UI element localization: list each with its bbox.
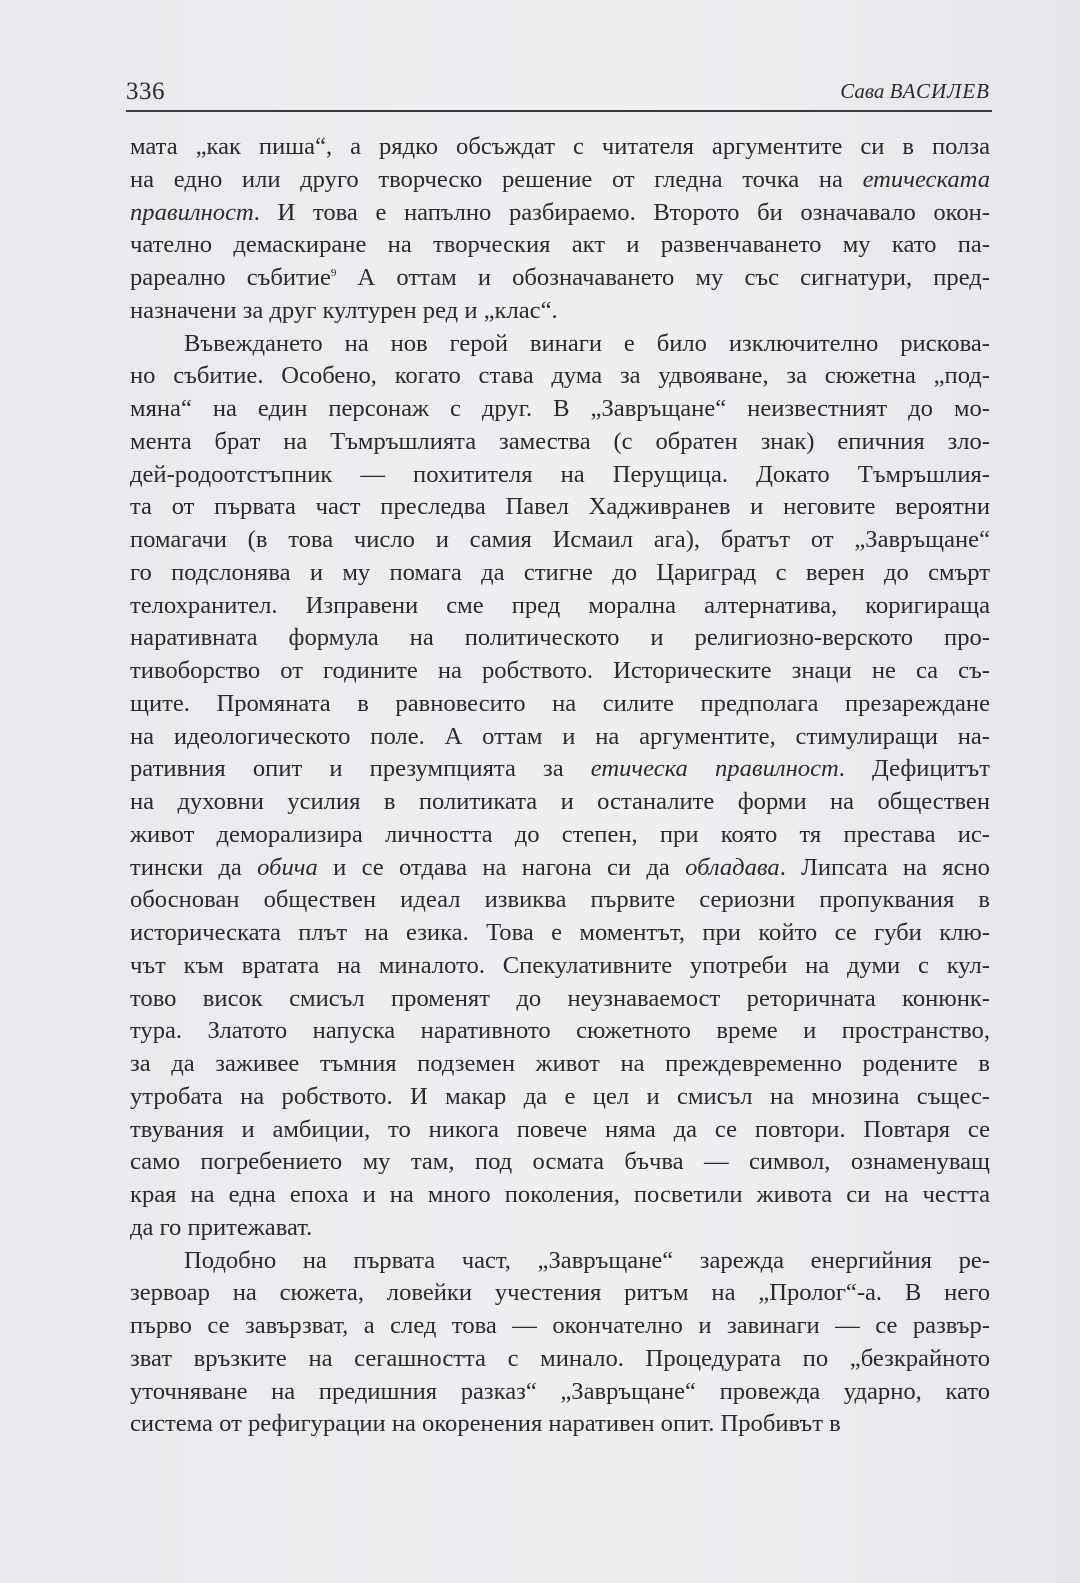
- text-line: [130, 328, 990, 361]
- text-line: [130, 590, 990, 623]
- text-run: зват връзките на сегашността с минало. Процедурата по „безкрайното: [130, 1344, 990, 1372]
- text-line: [130, 1408, 990, 1441]
- paragraph-3: [130, 1245, 990, 1442]
- text-run: наративната формула на политическото и религиозно-верското про-: [130, 624, 990, 652]
- text-run: само погребението му там, под осмата бъчва — символ, ознаменуващ: [130, 1148, 990, 1176]
- text-run: дей-родоотстъпник — похитителя на Перущица. Докато Тъмръшлия-: [130, 460, 990, 488]
- text-run: назначени за друг културен ред и „клас“.: [130, 296, 558, 324]
- text-run: да го притежават.: [130, 1213, 313, 1241]
- text-line: [130, 1376, 990, 1409]
- text-run: тивоборство от годините на робството. Историческите знаци не са съ-: [130, 657, 990, 684]
- text-line: [130, 950, 990, 983]
- text-line: [130, 131, 990, 164]
- text-line: [130, 1212, 990, 1245]
- text-line: [130, 426, 990, 459]
- page-header: [126, 70, 992, 112]
- text-run: А оттам и обозначаването му със сигнатури, пред-: [336, 264, 990, 291]
- text-line: [130, 622, 990, 655]
- author-first-name: Сава: [840, 79, 885, 103]
- footnote-marker: 9: [330, 266, 337, 279]
- text-run: обоснован обществен идеал извиква първите сериозни пропуквания в: [130, 886, 990, 914]
- text-line: [130, 1114, 990, 1147]
- text-run: го подслонява и му помага да стигне до Цариград с верен до смърт: [130, 558, 990, 586]
- text-line: [130, 1277, 990, 1310]
- text-run: та от първата част преследва Павел Хадживранев и неговите вероятни: [130, 493, 990, 521]
- text-run: рареално събитие: [130, 264, 331, 291]
- text-line: [130, 917, 990, 950]
- text-run: чът към вратата на миналото. Спекулативните употреби на думи с кул-: [130, 951, 990, 979]
- text-run: живот деморализира личността до степен, при която тя престава ис-: [130, 820, 990, 848]
- text-line: [130, 164, 990, 197]
- text-line: [130, 983, 990, 1016]
- text-line: [130, 1245, 990, 1278]
- text-run: помагачи (в това число и самия Исмаил ага), братът от „Завръщане“: [130, 526, 990, 553]
- paragraph-2: [130, 328, 990, 1245]
- text-line: [130, 1310, 990, 1343]
- text-line: [130, 459, 990, 492]
- text-run: първо се завързват, а след това — окончателно и завинаги — се развър-: [130, 1312, 990, 1339]
- text-line: [130, 819, 990, 852]
- text-line: [130, 1343, 990, 1376]
- italic-text: обладава: [685, 853, 780, 881]
- text-run: на идеологическото поле. А оттам и на аргументите, стимулиращи на-: [130, 722, 990, 750]
- text-run: тура. Златото напуска наративното сюжетното време и пространство,: [130, 1017, 990, 1045]
- text-run: щите. Промяната в равновесито на силите предполага презареждане: [130, 689, 990, 717]
- text-line: [130, 524, 990, 557]
- text-line: [130, 721, 990, 754]
- text-line: [130, 1048, 990, 1081]
- text-run: мяна“ на един персонаж с друг. В „Завръщане“ неизвестният до мо-: [130, 395, 990, 422]
- text-run: . И това е напълно разбираемо. Второто би означавало окон-: [253, 198, 990, 226]
- text-run: на едно или друго творческо решение от гледна точка на: [130, 165, 863, 193]
- author-last-name: ВАСИЛЕВ: [889, 79, 990, 103]
- italic-text: обича: [257, 853, 318, 881]
- text-run: края на една епоха и на много поколения, посветили живота си на честта: [130, 1181, 990, 1208]
- text-line: [130, 884, 990, 917]
- text-run: утробата на робството. И макар да е цел и смисъл на мнозина същес-: [130, 1082, 990, 1110]
- text-run: чателно демаскиране на творческия акт и развенчаването му като па-: [130, 231, 990, 259]
- italic-text: правилност: [130, 198, 254, 226]
- text-run: мента брат на Тъмръшлията замества (с обратен знак) епичния зло-: [130, 427, 990, 455]
- text-run: . Дефицитът: [838, 755, 990, 783]
- text-run: тово висок смисъл променят до неузнаваемост реторичната конюнк-: [130, 984, 990, 1012]
- text-line: [130, 393, 990, 426]
- text-line: [130, 557, 990, 590]
- text-run: мата „как пиша“, а рядко обсъждат с читателя аргументите си в полза: [130, 133, 990, 160]
- page-number: 336: [126, 78, 165, 105]
- text-run: ративния опит и презумпцията за: [130, 755, 591, 783]
- text-line: [130, 491, 990, 524]
- text-line: [130, 1146, 990, 1179]
- text-line: [130, 295, 990, 328]
- text-run: телохранител. Изправени сме пред морална алтернатива, коригираща: [130, 591, 990, 619]
- text-run: уточняване на предишния разказ“ „Завръщане“ провежда ударно, като: [130, 1377, 990, 1405]
- text-run: за да заживее тъмния подземен живот на преждевременно родените в: [130, 1050, 990, 1077]
- text-line: [130, 655, 990, 688]
- text-line: [130, 852, 990, 885]
- text-line: [130, 753, 990, 786]
- text-line: [130, 688, 990, 721]
- text-run: система от рефигурации на окоренения наративен опит. Пробивът в: [130, 1410, 841, 1438]
- text-run: тински да: [130, 853, 258, 881]
- italic-text: етическа правилност: [590, 755, 839, 783]
- text-line: [130, 1179, 990, 1212]
- text-line: [130, 197, 990, 230]
- text-run: . Липсата на ясно: [779, 853, 990, 881]
- text-run: Въвеждането на нов герой винаги е било изключително рискова-: [184, 329, 990, 357]
- text-run: зервоар на сюжета, ловейки учестения ритъм на „Пролог“-а. В него: [130, 1279, 990, 1307]
- italic-text: етическата: [862, 165, 990, 193]
- text-run: историческата плът на езика. Това е моментът, при който се губи клю-: [130, 919, 990, 946]
- text-run: на духовни усилия в политиката и останалите форми на обществен: [130, 788, 990, 815]
- text-line: [130, 262, 990, 295]
- running-head-author: [840, 79, 990, 104]
- paragraph-1: [130, 131, 990, 328]
- text-run: твувания и амбиции, то никога повече няма да се повтори. Повтаря се: [130, 1115, 990, 1143]
- text-line: [130, 360, 990, 393]
- body-text: [130, 131, 990, 1441]
- text-line: [130, 229, 990, 262]
- text-line: [130, 1081, 990, 1114]
- text-run: и се отдава на нагона си да: [317, 853, 686, 881]
- text-run: Подобно на първата част, „Завръщане“ зарежда енергийния ре-: [184, 1246, 990, 1274]
- text-run: но събитие. Особено, когато става дума за удвояване, за сюжетна „под-: [130, 362, 990, 390]
- text-line: [130, 1015, 990, 1048]
- text-line: [130, 786, 990, 819]
